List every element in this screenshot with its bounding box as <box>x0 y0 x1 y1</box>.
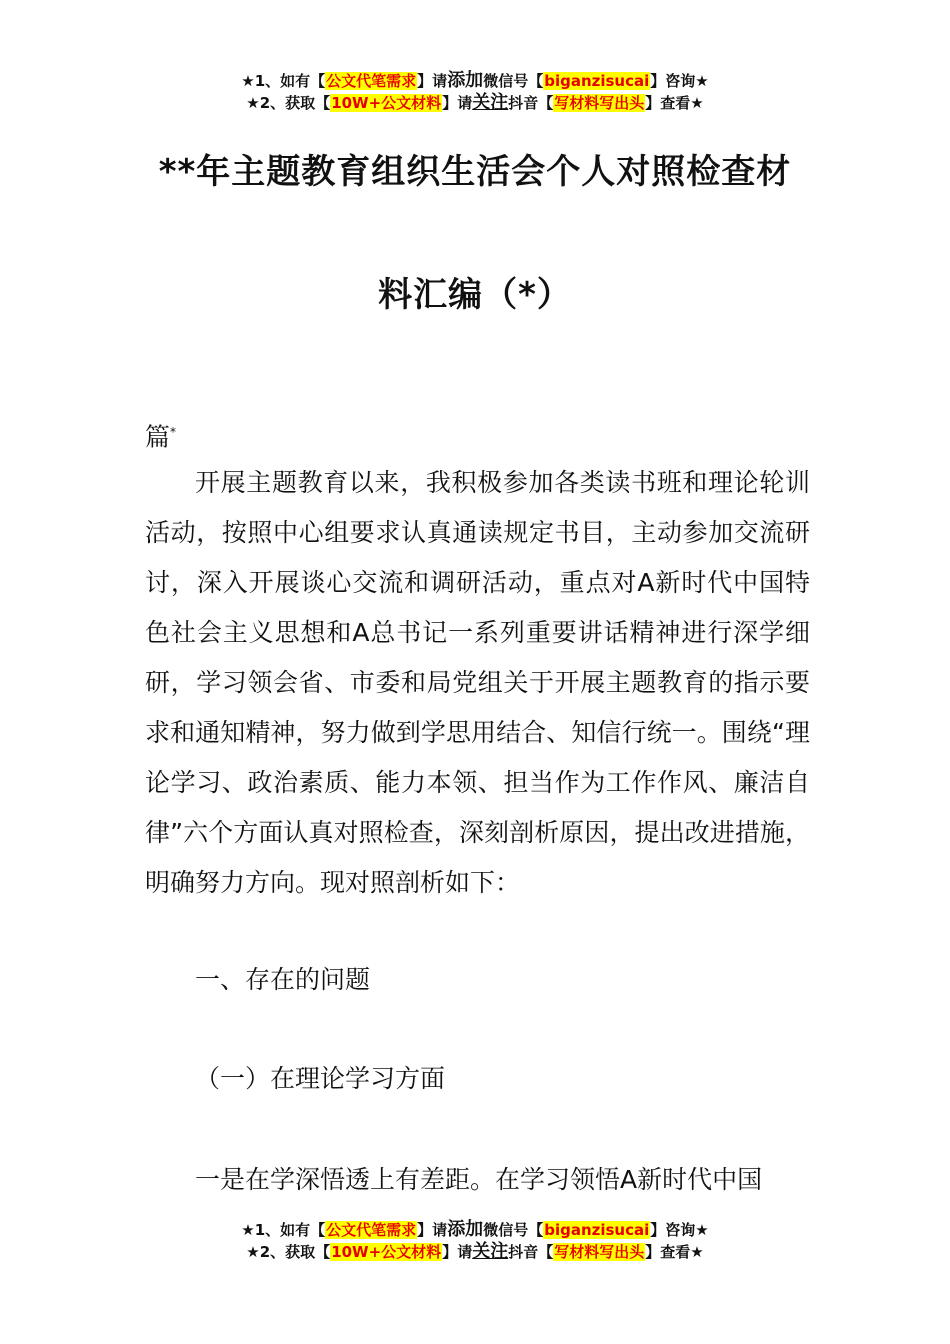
section-label <box>145 415 176 454</box>
banner-text: 微信号【 <box>483 1221 544 1239</box>
banner-highlight: 写材料写出头 <box>554 94 645 112</box>
banner-emphasis: 添加 <box>447 1219 484 1240</box>
section-label-text: 篇 <box>145 422 171 452</box>
banner-text: ★1、如有【 <box>241 1221 326 1239</box>
banner-line-1 <box>0 1219 950 1241</box>
banner-emphasis: 关注 <box>472 1241 509 1262</box>
section-mark: * <box>170 425 177 439</box>
point-one: 一是在学深悟透上有差距。在学习领悟A新时代中国 <box>195 1165 763 1194</box>
heading-problems: 一、存在的问题 <box>195 965 371 994</box>
banner-highlight: biganzisucai <box>544 1221 650 1239</box>
intro-paragraph: 开展主题教育以来，我积极参加各类读书班和理论轮训活动，按照中心组要求认真通读规定书目，主动参加交流研讨，深入开展谈心交流和调研活动，重点对A新时代中国特色社会主义思想和A总书记一系列重要讲话精神进行深学细研，学习领会省、市委和局党组关于开展主题教育的指示要求和通知精神，努力做到学思用结合、知信行统一。围绕“理论学习、政治素质、能力本领、担当作为工作作风、廉洁自律”六个方面认真对照检查，深刻剖析原因，提出改进措施，明确努力方向。现对照剖析如下： <box>145 468 810 897</box>
banner-text: 】查看★ <box>645 1243 704 1261</box>
banner-highlight: 10W+公文材料 <box>331 94 442 112</box>
banner-text: ★1、如有【 <box>241 72 326 90</box>
banner-highlight: 10W+公文材料 <box>331 1243 442 1261</box>
heading-theory-study: （一）在理论学习方面 <box>195 1064 446 1093</box>
banner-text: 抖音【 <box>508 94 554 112</box>
intro-paragraph-container <box>145 458 810 908</box>
banner-text: 微信号【 <box>483 72 544 90</box>
banner-text: 抖音【 <box>508 1243 554 1261</box>
banner-text: ★2、获取【 <box>246 1243 331 1261</box>
banner-line-2 <box>0 92 950 114</box>
banner-highlight: 公文代笔需求 <box>326 72 417 90</box>
banner-text: 】咨询★ <box>650 72 709 90</box>
banner-line-1 <box>0 70 950 92</box>
banner-text: 】请 <box>442 94 473 112</box>
banner-text: 】请 <box>442 1243 473 1261</box>
banner-text: 】查看★ <box>645 94 704 112</box>
banner-line-2 <box>0 1241 950 1263</box>
banner-text: 】咨询★ <box>650 1221 709 1239</box>
banner-highlight: 写材料写出头 <box>554 1243 645 1261</box>
banner-text: 】请 <box>417 1221 448 1239</box>
banner-highlight: biganzisucai <box>544 72 650 90</box>
document-title-line-2: 料汇编（*） <box>378 275 572 315</box>
banner-text: ★2、获取【 <box>246 94 331 112</box>
document-title-line-1: **年主题教育组织生活会个人对照检查材 <box>158 152 792 192</box>
bottom-banner <box>0 1219 950 1263</box>
banner-emphasis: 关注 <box>472 92 509 113</box>
top-banner <box>0 70 950 114</box>
banner-text: 】请 <box>417 72 448 90</box>
banner-emphasis: 添加 <box>447 70 484 91</box>
banner-highlight: 公文代笔需求 <box>326 1221 417 1239</box>
